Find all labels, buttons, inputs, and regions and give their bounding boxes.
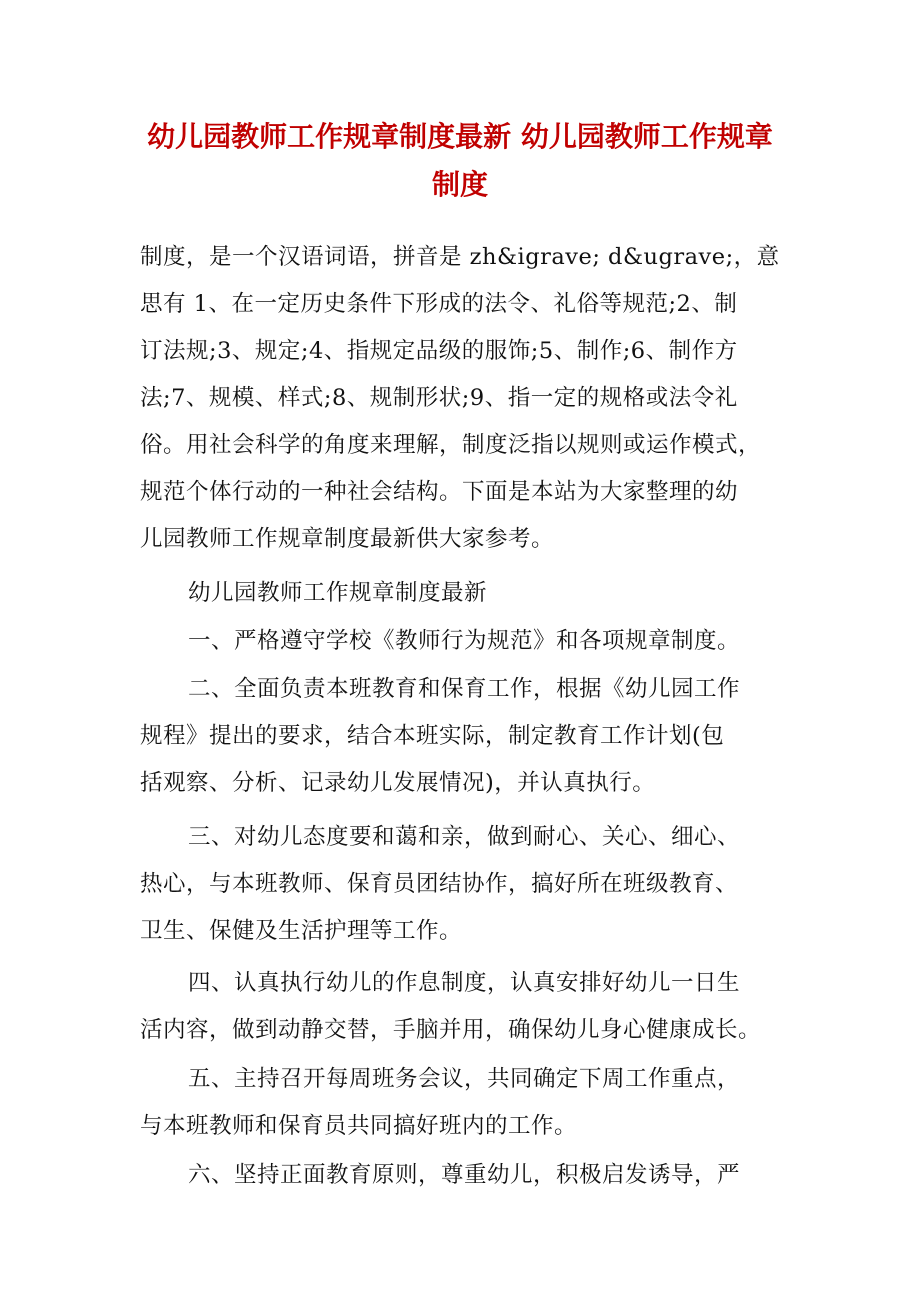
intro-line: 规范个体行动的一种社会结构。下面是本站为大家整理的幼 xyxy=(140,479,739,505)
rule-item-2-line-3: 括观察、分析、记录幼儿发展情况)，并认真执行。 xyxy=(140,770,656,796)
rule-item-1-line-1: 一、严格遵守学校《教师行为规范》和各项规章制度。 xyxy=(188,628,741,654)
section-heading: 幼儿园教师工作规章制度最新 xyxy=(188,580,488,606)
intro-line: 思有 1、在一定历史条件下形成的法令、礼俗等规范;2、制 xyxy=(140,291,738,317)
rule-item-4-line-1: 四、认真执行幼儿的作息制度，认真安排好幼儿一日生 xyxy=(188,970,741,996)
rule-item-3-line-1: 三、对幼儿态度要和蔼和亲，做到耐心、关心、细心、 xyxy=(188,824,741,850)
rule-item-2-line-2: 规程》提出的要求，结合本班实际，制定教育工作计划(包 xyxy=(140,723,725,749)
rule-item-5-line-1: 五、主持召开每周班务会议，共同确定下周工作重点， xyxy=(188,1066,741,1092)
rule-item-3-line-3: 卫生、保健及生活护理等工作。 xyxy=(140,918,463,944)
document-title-line-2: 制度 xyxy=(431,168,488,201)
intro-line: 订法规;3、规定;4、指规定品级的服饰;5、制作;6、制作方 xyxy=(140,338,738,364)
intro-line: 俗。用社会科学的角度来理解，制度泛指以规则或运作模式， xyxy=(140,432,762,458)
rule-item-3-line-2: 热心，与本班教师、保育员团结协作，搞好所在班级教育、 xyxy=(140,871,739,897)
document-title-line-1: 幼儿园教师工作规章制度最新 幼儿园教师工作规章 xyxy=(147,120,773,153)
intro-line: 法;7、规模、样式;8、规制形状;9、指一定的规格或法令礼 xyxy=(140,385,738,411)
intro-line: 儿园教师工作规章制度最新供大家参考。 xyxy=(140,526,555,552)
rule-item-6-line-1: 六、坚持正面教育原则，尊重幼儿，积极启发诱导，严 xyxy=(188,1162,741,1188)
rule-item-4-line-2: 活内容，做到动静交替，手脑并用，确保幼儿身心健康成长。 xyxy=(140,1017,762,1043)
rule-item-5-line-2: 与本班教师和保育员共同搞好班内的工作。 xyxy=(140,1113,578,1139)
intro-line: 制度，是一个汉语词语，拼音是 zh&igrave; d&ugrave;，意 xyxy=(140,244,780,270)
rule-item-2-line-1: 二、全面负责本班教育和保育工作，根据《幼儿园工作 xyxy=(188,676,741,702)
